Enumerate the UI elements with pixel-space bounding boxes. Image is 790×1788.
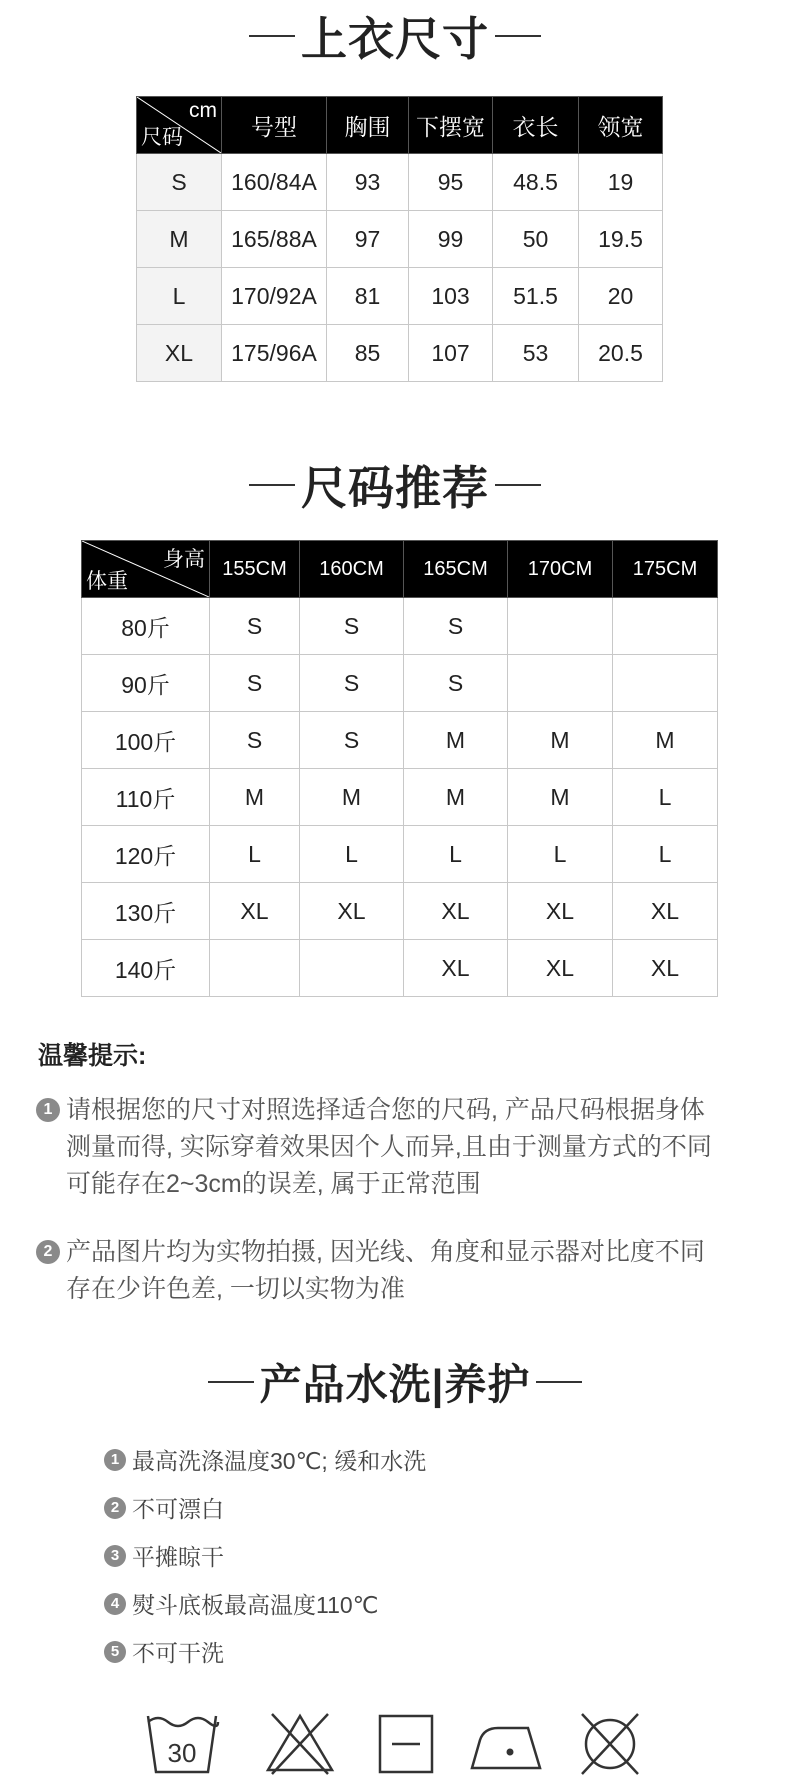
header-cell: 175CM xyxy=(613,541,718,598)
tip-line: 产品图片均为实物拍摄, 因光线、角度和显示器对比度不同 xyxy=(66,1238,705,1266)
care-item xyxy=(104,1443,426,1476)
table-cell: XL xyxy=(404,883,508,940)
table-cell xyxy=(508,655,613,712)
number-2-icon: 2 xyxy=(36,1240,60,1264)
number-3-icon: 3 xyxy=(104,1545,126,1567)
table-cell: XL xyxy=(613,883,718,940)
number-4-icon: 4 xyxy=(104,1593,126,1615)
size-section-title xyxy=(0,6,790,66)
table-cell: M xyxy=(300,769,404,826)
tips-title: 温馨提示: xyxy=(38,1042,147,1070)
title-dash-right xyxy=(536,1381,582,1383)
size-title-text: 上衣尺寸 xyxy=(301,13,489,65)
table-cell: 160/84A xyxy=(222,154,327,211)
no-bleach-icon xyxy=(262,1710,338,1776)
table-cell: L xyxy=(210,826,300,883)
table-cell: 170/92A xyxy=(222,268,327,325)
tip-text xyxy=(66,1234,705,1308)
care-text: 最高洗涤温度30℃; 缓和水洗 xyxy=(132,1448,427,1474)
table-cell: 95 xyxy=(409,154,493,211)
table-cell xyxy=(613,655,718,712)
table-cell: L xyxy=(404,826,508,883)
table-cell: XL xyxy=(300,883,404,940)
table-cell: 81 xyxy=(327,268,409,325)
table-row xyxy=(82,940,718,997)
header-cell: 160CM xyxy=(300,541,404,598)
table-cell: 20.5 xyxy=(579,325,663,382)
weight-label: 140斤 xyxy=(82,940,210,997)
table-cell: 20 xyxy=(579,268,663,325)
header-cell: 165CM xyxy=(404,541,508,598)
care-item xyxy=(104,1635,224,1668)
number-5-icon: 5 xyxy=(104,1641,126,1663)
table-cell: XL xyxy=(508,940,613,997)
table-cell: S xyxy=(404,598,508,655)
no-dry-clean-icon xyxy=(572,1710,648,1776)
table-cell: 53 xyxy=(493,325,579,382)
table-cell: 107 xyxy=(409,325,493,382)
size-label: M xyxy=(137,211,222,268)
header-cell: 胸围 xyxy=(327,97,409,154)
table-cell: L xyxy=(508,826,613,883)
wash-30-icon xyxy=(144,1710,220,1776)
care-item xyxy=(104,1491,224,1524)
title-dash-right xyxy=(495,484,541,486)
table-cell: L xyxy=(300,826,404,883)
corner-bottom-label: 体重 xyxy=(86,570,128,593)
care-text: 熨斗底板最高温度110℃ xyxy=(132,1592,379,1618)
table-row xyxy=(82,655,718,712)
care-section-title xyxy=(0,1352,790,1412)
corner-bottom-label: 尺码 xyxy=(141,126,183,149)
recommend-title-text: 尺码推荐 xyxy=(301,462,489,514)
number-2-icon: 2 xyxy=(104,1497,126,1519)
tip-line: 请根据您的尺寸对照选择适合您的尺码, 产品尺码根据身体 xyxy=(66,1096,705,1124)
table-cell: XL xyxy=(613,940,718,997)
weight-label: 100斤 xyxy=(82,712,210,769)
table-cell: S xyxy=(404,655,508,712)
table-cell: M xyxy=(210,769,300,826)
care-text: 不可漂白 xyxy=(132,1496,224,1522)
tip-line: 存在少许色差, 一切以实物为准 xyxy=(66,1275,405,1303)
number-1-icon: 1 xyxy=(104,1449,126,1471)
table-cell: S xyxy=(210,655,300,712)
table-row xyxy=(82,712,718,769)
weight-label: 120斤 xyxy=(82,826,210,883)
size-label: S xyxy=(137,154,222,211)
table-row xyxy=(82,826,718,883)
table-cell: 19 xyxy=(579,154,663,211)
table-cell: 48.5 xyxy=(493,154,579,211)
tip-item xyxy=(36,1234,756,1308)
table-cell xyxy=(613,598,718,655)
care-text: 平摊晾干 xyxy=(132,1544,224,1570)
table-row xyxy=(137,268,663,325)
header-cell: 下摆宽 xyxy=(409,97,493,154)
header-cell: 号型 xyxy=(222,97,327,154)
table-cell: L xyxy=(613,769,718,826)
title-dash-left xyxy=(249,484,295,486)
tip-line: 可能存在2~3cm的误差, 属于正常范围 xyxy=(66,1170,481,1198)
care-item xyxy=(104,1587,379,1620)
table-cell: S xyxy=(300,598,404,655)
table-cell xyxy=(508,598,613,655)
table-cell: S xyxy=(210,712,300,769)
table-cell: 19.5 xyxy=(579,211,663,268)
size-label: XL xyxy=(137,325,222,382)
wash-temp-label: 30 xyxy=(167,1738,197,1768)
table-cell: 93 xyxy=(327,154,409,211)
table-cell: 103 xyxy=(409,268,493,325)
tip-line: 测量而得, 实际穿着效果因个人而异,且由于测量方式的不同 xyxy=(66,1133,712,1161)
table-cell: 85 xyxy=(327,325,409,382)
table-cell: XL xyxy=(404,940,508,997)
table-cell: 50 xyxy=(493,211,579,268)
table-cell: 51.5 xyxy=(493,268,579,325)
table-cell: 165/88A xyxy=(222,211,327,268)
tip-text xyxy=(66,1092,712,1203)
corner-top-label: cm xyxy=(189,99,217,122)
table-cell: S xyxy=(210,598,300,655)
table-cell: 99 xyxy=(409,211,493,268)
table-cell: M xyxy=(508,769,613,826)
weight-label: 90斤 xyxy=(82,655,210,712)
size-recommend-table xyxy=(81,540,718,997)
weight-label: 110斤 xyxy=(82,769,210,826)
table-cell: L xyxy=(613,826,718,883)
table-cell: 97 xyxy=(327,211,409,268)
table-row xyxy=(137,154,663,211)
table-cell: S xyxy=(300,655,404,712)
header-cell: 170CM xyxy=(508,541,613,598)
table-row xyxy=(137,325,663,382)
recommend-section-title xyxy=(0,455,790,515)
size-label: L xyxy=(137,268,222,325)
table-cell: M xyxy=(508,712,613,769)
title-dash-left xyxy=(249,35,295,37)
weight-label: 80斤 xyxy=(82,598,210,655)
table-cell xyxy=(210,940,300,997)
table-cell: M xyxy=(404,712,508,769)
corner-top-label: 身高 xyxy=(163,548,205,571)
table-cell: XL xyxy=(210,883,300,940)
table-row xyxy=(82,598,718,655)
header-cell: 155CM xyxy=(210,541,300,598)
table-cell: S xyxy=(300,712,404,769)
care-text: 不可干洗 xyxy=(132,1640,224,1666)
table-row xyxy=(137,211,663,268)
tip-item xyxy=(36,1092,756,1203)
table-cell: M xyxy=(404,769,508,826)
care-title-text: 产品水洗|养护 xyxy=(259,1361,531,1408)
title-dash-right xyxy=(495,35,541,37)
iron-low-icon xyxy=(468,1710,544,1776)
size-table-header-row xyxy=(137,97,663,154)
care-item xyxy=(104,1539,224,1572)
number-1-icon: 1 xyxy=(36,1098,60,1122)
table-cell: XL xyxy=(508,883,613,940)
rec-table-corner xyxy=(82,541,210,598)
table-row xyxy=(82,883,718,940)
size-table-corner xyxy=(137,97,222,154)
size-table xyxy=(136,96,663,382)
table-cell xyxy=(300,940,404,997)
table-row xyxy=(82,769,718,826)
rec-table-header-row xyxy=(82,541,718,598)
table-cell: M xyxy=(613,712,718,769)
title-dash-left xyxy=(208,1381,254,1383)
header-cell: 衣长 xyxy=(493,97,579,154)
dry-flat-icon xyxy=(368,1710,444,1776)
header-cell: 领宽 xyxy=(579,97,663,154)
weight-label: 130斤 xyxy=(82,883,210,940)
table-cell: 175/96A xyxy=(222,325,327,382)
